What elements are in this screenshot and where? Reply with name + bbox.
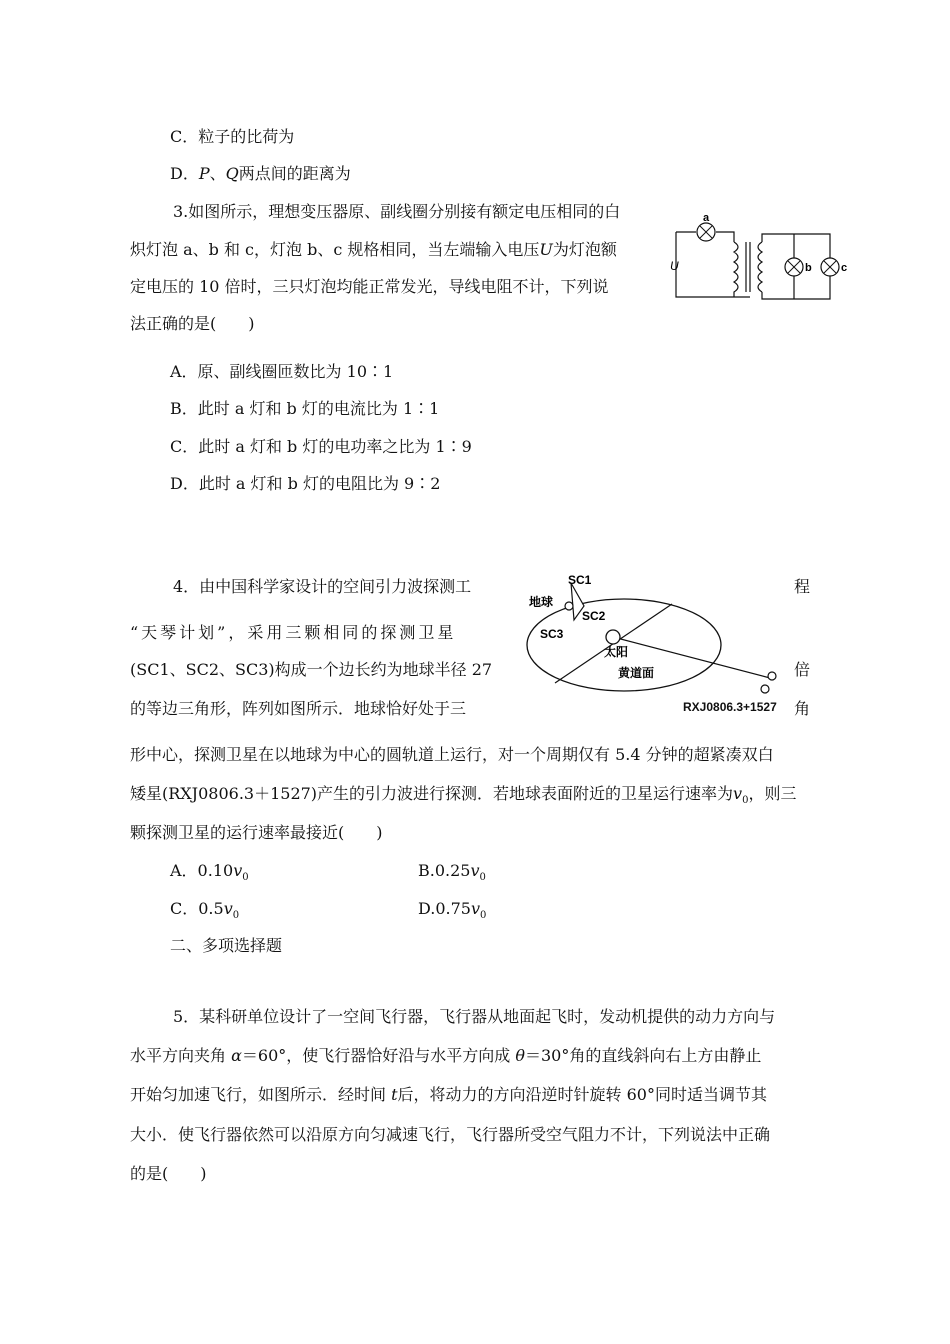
sun-icon (606, 630, 620, 644)
q5-text-line-2: 水平方向夹角 α＝60°，使飞行器恰好沿与水平方向成 θ＝30°角的直线斜向右上方由静止 (130, 1046, 762, 1065)
q3-text-line-4: 法正确的是( ) (130, 314, 255, 333)
q4-text-line-1: 4．由中国科学家设计的空间引力波探测工 (173, 577, 472, 596)
bulb-c-label: c (841, 262, 848, 274)
q4-text-line-3: (SC1、SC2、SC3)构成一个边长约为地球半径 27 (130, 660, 493, 679)
label-sun: 太阳 (604, 645, 629, 659)
q4-option-d: $D.0.75v_0$ (418, 899, 487, 922)
q4-text-line-7: 颗探测卫星的运行速率最接近( ) (130, 823, 383, 842)
label-sc1: SC1 (568, 573, 592, 587)
bulb-b-label: b (805, 262, 812, 274)
label-ecliptic: 黄道面 (618, 666, 655, 680)
q3-text-line-1: 3.如图所示，理想变压器原、副线圈分别接有额定电压相同的白 (173, 202, 621, 221)
q4-text-line-4-end: 角 (794, 699, 811, 718)
q2-option-c: C．粒子的比荷为 (170, 127, 295, 146)
q3-option-c: C．此时 a 灯和 b 灯的电功率之比为 1∶9 (170, 437, 472, 456)
q5-text-line-5: 的是( ) (130, 1164, 207, 1183)
q4-option-b: $B.0.25v_0$ (418, 861, 486, 884)
section-title-multiple-choice: 二、多项选择题 (170, 936, 283, 955)
q4-text-line-4: 的等边三角形，阵列如图所示．地球恰好处于三 (130, 699, 467, 718)
q4-option-a: A．$0.10v_0$ (170, 861, 249, 884)
q2-option-d: D．P、Q两点间的距离为 (170, 164, 351, 183)
q4-text-line-3-end: 倍 (794, 660, 811, 679)
q4-text-line-5: 形中心，探测卫星在以地球为中心的圆轨道上运行，对一个周期仅有 5.4 分钟的超紧凑双白 (130, 745, 774, 764)
q5-text-line-3: 开始匀加速飞行，如图所示．经时间 t后，将动力的方向沿逆时针旋转 60°同时适当调节其 (130, 1085, 767, 1104)
q3-text-line-3: 定电压的 10 倍时，三只灯泡均能正常发光，导线电阻不计，下列说 (130, 277, 609, 296)
q3-text-line-2: 炽灯泡 a、b 和 c，灯泡 b、c 规格相同，当左端输入电压U为灯泡额 (130, 240, 617, 259)
earth-icon (565, 602, 573, 610)
transformer-circuit-figure (662, 212, 852, 306)
q4-option-c: C．$0.5v_0$ (170, 899, 240, 922)
label-earth: 地球 (529, 595, 554, 609)
binary-star-icon (768, 672, 776, 680)
q4-text-line-2: “天琴计划”，采用三颗相同的探测卫星 (130, 623, 457, 642)
binary-star-companion-icon (761, 685, 769, 693)
q3-option-a: A．原、副线圈匝数比为 10∶1 (170, 362, 394, 381)
q5-text-line-1: 5．某科研单位设计了一空间飞行器，飞行器从地面起飞时，发动机提供的动力方向与 (173, 1007, 776, 1026)
secondary-coil-icon (758, 242, 762, 292)
q5-text-line-4: 大小．使飞行器依然可以沿原方向匀减速飞行，飞行器所受空气阻力不计，下列说法中正确 (130, 1125, 771, 1144)
primary-coil-icon (734, 242, 738, 297)
q4-text-line-1-end: 程 (794, 577, 811, 596)
label-binary-star: RXJ0806.3+1527 (683, 700, 777, 714)
q4-text-line-6: 矮星(RXJ0806.3＋1527)产生的引力波进行探测．若地球表面附近的卫星运行速率为$v_0$，则三 (130, 784, 797, 807)
q3-option-d: D．此时 a 灯和 b 灯的电阻比为 9∶2 (170, 474, 441, 493)
label-sc3: SC3 (540, 627, 564, 641)
voltage-label-u: U (670, 259, 679, 273)
label-sc2: SC2 (582, 609, 606, 623)
bulb-a-label: a (703, 212, 710, 224)
orbit-diagram-figure (522, 570, 792, 700)
q3-option-b: B．此时 a 灯和 b 灯的电流比为 1∶1 (170, 399, 440, 418)
